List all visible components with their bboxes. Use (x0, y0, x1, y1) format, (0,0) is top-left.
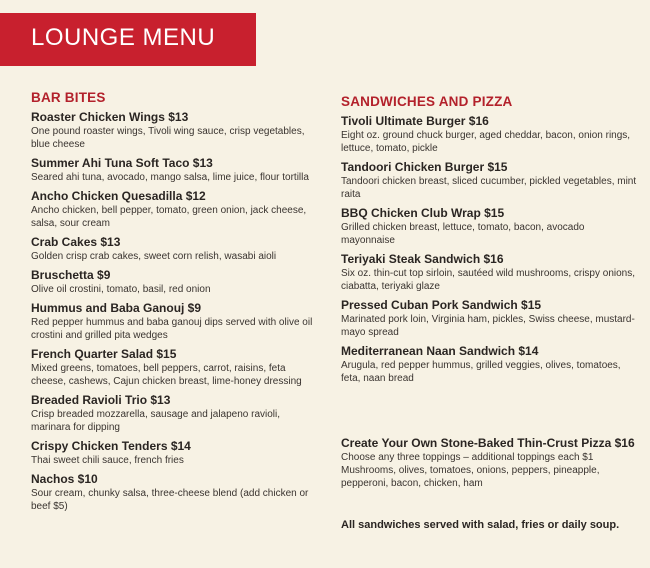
menu-item (31, 346, 321, 388)
menu-item-name: Crab Cakes $13 (31, 235, 121, 249)
menu-item (341, 205, 641, 247)
sandwich-list (341, 113, 641, 385)
menu-item-name: Mediterranean Naan Sandwich $14 (341, 344, 539, 358)
header-banner (0, 13, 256, 66)
menu-item-name: Tandoori Chicken Burger $15 (341, 160, 508, 174)
menu-item-name: BBQ Chicken Club Wrap $15 (341, 206, 505, 220)
menu-item-desc: Crisp breaded mozzarella, sausage and jalapeno ravioli, marinara for dipping (31, 409, 281, 433)
menu-item-desc: One pound roaster wings, Tivoli wing sauce, crisp vegetables, blue cheese (31, 126, 305, 150)
pizza-name: Create Your Own Stone-Baked Thin-Crust Pizza $16 (341, 436, 635, 450)
menu-item (341, 251, 641, 293)
menu-item (341, 159, 641, 201)
menu-item (31, 234, 321, 263)
menu-item-desc: Six oz. thin-cut top sirloin, sautéed wild mushrooms, crispy onions, ciabatta, teriyaki glaze (341, 268, 636, 292)
pizza-desc: Choose any three toppings – additional toppings each $1 Mushrooms, olives, tomatoes, onions, peppers, pineapple, pepperoni, bacon, chicken, ham (341, 452, 600, 489)
menu-item-name: Nachos $10 (31, 472, 98, 486)
menu-item (341, 297, 641, 339)
menu-item-desc: Sour cream, chunky salsa, three-cheese blend (add chicken or beef $5) (31, 488, 309, 512)
bar-bites-section (31, 90, 321, 517)
menu-item-name: Ancho Chicken Quesadilla $12 (31, 189, 206, 203)
menu-item (31, 109, 321, 151)
menu-item (31, 392, 321, 434)
section-title-bar-bites: BAR BITES (31, 90, 106, 105)
menu-item-name: Tivoli Ultimate Burger $16 (341, 114, 489, 128)
menu-item-desc: Red pepper hummus and baba ganouj dips served with olive oil crostini and grilled pita wedges (31, 317, 313, 341)
menu-item-desc: Mixed greens, tomatoes, bell peppers, carrot, raisins, feta cheese, cashews, Cajun chicken breast, lime-honey dressing (31, 363, 302, 387)
menu-item (341, 343, 641, 385)
menu-item-desc: Olive oil crostini, tomato, basil, red onion (31, 284, 211, 295)
menu-item-desc: Seared ahi tuna, avocado, mango salsa, lime juice, flour tortilla (31, 172, 309, 183)
menu-item (31, 300, 321, 342)
menu-item-name: Roaster Chicken Wings $13 (31, 110, 189, 124)
footer-note: All sandwiches served with salad, fries or daily soup. (341, 519, 620, 531)
menu-item-name: Summer Ahi Tuna Soft Taco $13 (31, 156, 213, 170)
bar-bites-list (31, 109, 321, 513)
menu-item (341, 113, 641, 155)
section-title-sandwiches: SANDWICHES AND PIZZA (341, 94, 513, 109)
menu-item-name: Pressed Cuban Pork Sandwich $15 (341, 298, 542, 312)
menu-item-desc: Arugula, red pepper hummus, grilled veggies, olives, tomatoes, feta, naan bread (341, 360, 621, 384)
menu-item-desc: Tandoori chicken breast, sliced cucumber, pickled vegetables, mint raita (341, 176, 637, 200)
menu-item (31, 267, 321, 296)
menu-item (31, 438, 321, 467)
menu-item-name: French Quarter Salad $15 (31, 347, 177, 361)
menu-item-desc: Ancho chicken, bell pepper, tomato, green onion, jack cheese, salsa, sour cream (31, 205, 307, 229)
menu-item-desc: Golden crisp crab cakes, sweet corn relish, wasabi aioli (31, 251, 277, 262)
page-title: LOUNGE MENU (31, 24, 216, 51)
menu-item-name: Hummus and Baba Ganouj $9 (31, 301, 202, 315)
menu-item (31, 188, 321, 230)
menu-item-desc: Grilled chicken breast, lettuce, tomato, bacon, avocado mayonnaise (341, 222, 585, 246)
menu-item-name: Teriyaki Steak Sandwich $16 (341, 252, 504, 266)
menu-item (31, 155, 321, 184)
sandwiches-section (341, 94, 641, 389)
menu-item (31, 471, 321, 513)
menu-item-desc: Thai sweet chili sauce, french fries (31, 455, 184, 466)
menu-item-desc: Marinated pork loin, Virginia ham, pickles, Swiss cheese, mustard-mayo spread (341, 314, 635, 338)
menu-item-desc: Eight oz. ground chuck burger, aged cheddar, bacon, onion rings, lettuce, tomato, pickle (341, 130, 631, 154)
menu-item-name: Bruschetta $9 (31, 268, 111, 282)
menu-item-name: Crispy Chicken Tenders $14 (31, 439, 191, 453)
menu-item-name: Breaded Ravioli Trio $13 (31, 393, 171, 407)
pizza-item (341, 435, 641, 490)
